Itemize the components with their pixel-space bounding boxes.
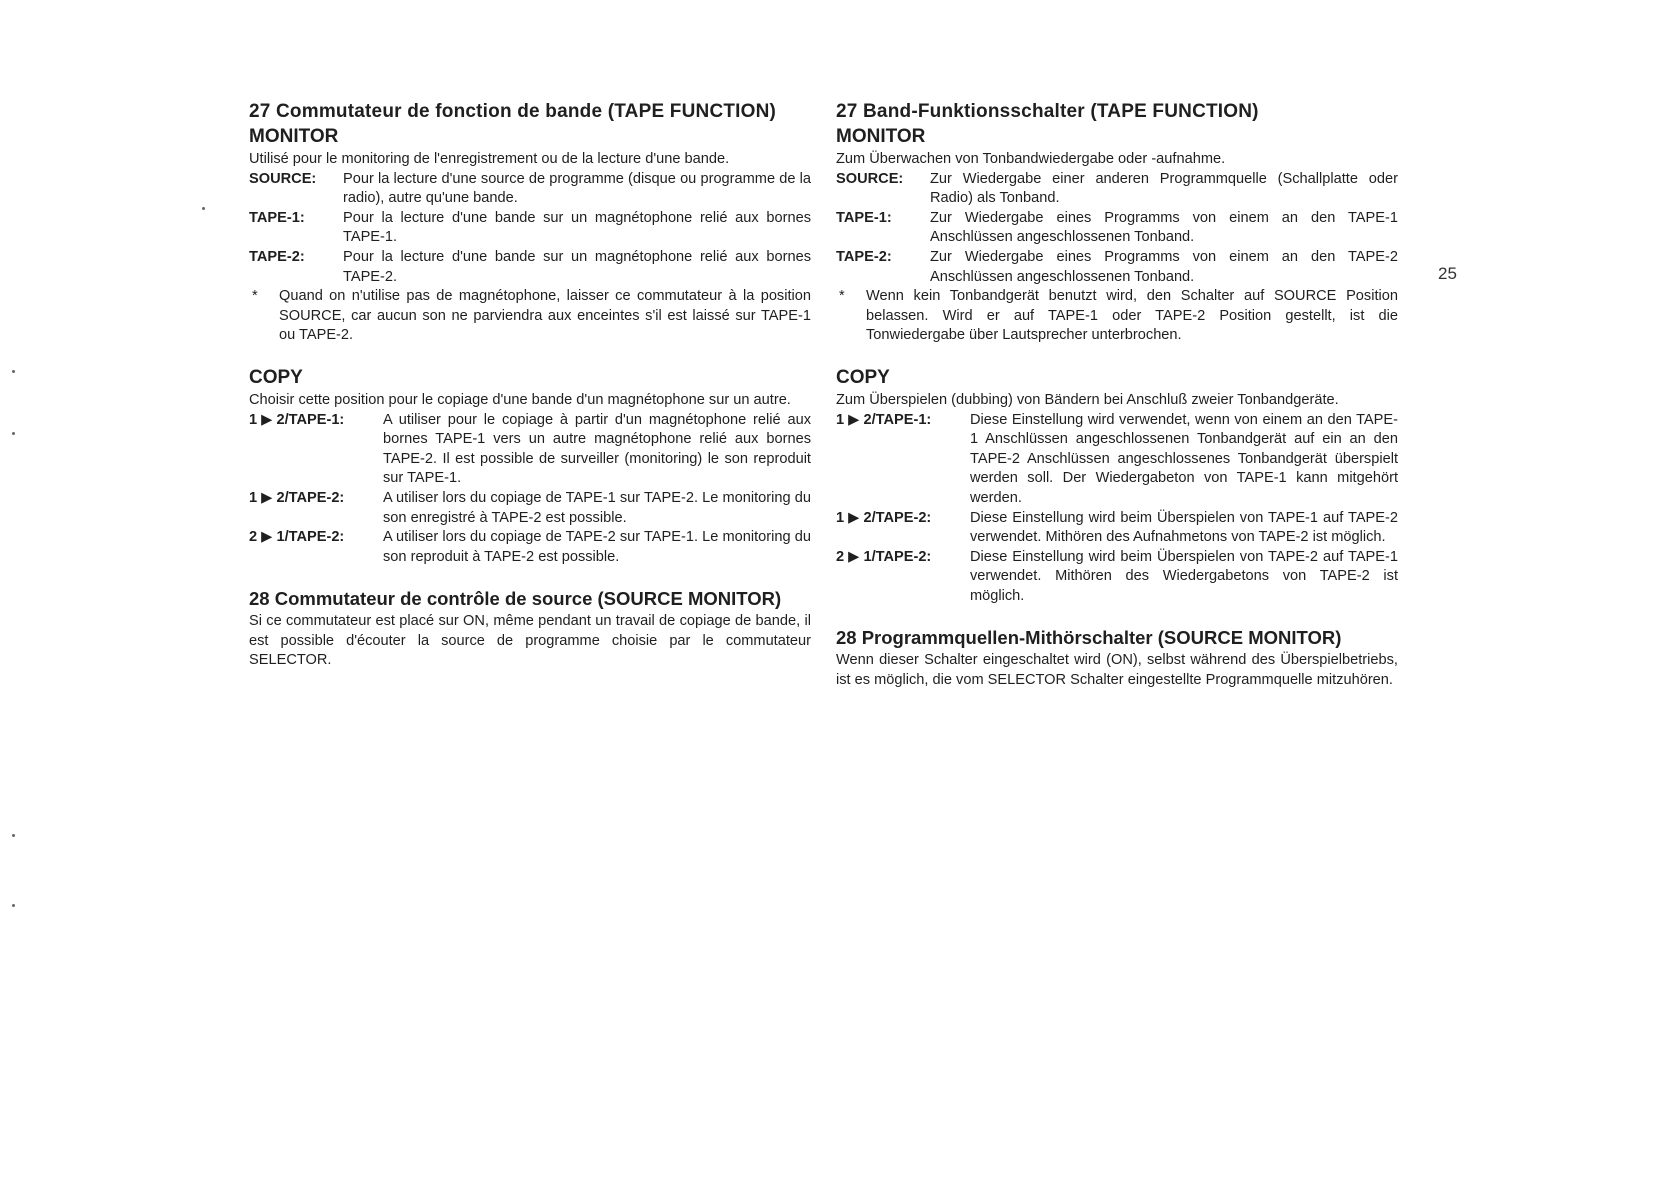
monitor-title: MONITOR	[836, 126, 926, 147]
section-27-heading: 27 Band-Funktionsschalter (TAPE FUNCTION)	[836, 101, 1259, 122]
term-description: Pour la lecture d'une source de programme (disque ou programme de la radio), autre qu'une bande.	[343, 170, 811, 207]
term-label: SOURCE:	[836, 170, 904, 187]
section-28-text: Wenn dieser Schalter eingeschaltet wird (ON), selbst während des Überspielbetriebs, ist es möglich, die vom SELECTOR Schalter eingestellte Programmquelle mitzuhören.	[836, 652, 1398, 689]
monitor-item-source	[836, 170, 1398, 209]
term-description: Zur Wiedergabe einer anderen Programmquelle (Schallplatte oder Radio) als Tonband.	[930, 170, 1398, 207]
copy-item	[249, 528, 811, 567]
term-description: A utiliser lors du copiage de TAPE-1 sur TAPE-2. Le monitoring du son enregistré à TAPE-2 est possible.	[383, 489, 811, 526]
monitor-item-tape2	[249, 248, 811, 287]
monitor-intro: Utilisé pour le monitoring de l'enregistrement ou de la lecture d'une bande.	[249, 151, 730, 167]
term-description: A utiliser pour le copiage à partir d'un magnétophone relié aux bornes TAPE-1 vers un autre magnétophone relié aux bornes TAPE-2. Il est possible de surveiller (monitoring) le son reproduit sur TAPE-1.	[383, 411, 811, 487]
note-text: Wenn kein Tonbandgerät benutzt wird, den Schalter auf SOURCE Position belassen. Wird er auf TAPE-1 oder TAPE-2 Position gestellt, ist die Tonwiedergabe über Lautsprecher unterbrochen.	[866, 288, 1398, 344]
page-number: 25	[1438, 264, 1457, 283]
term-description: Diese Einstellung wird beim Überspielen von TAPE-2 auf TAPE-1 verwendet. Mithören des Wiedergabetons von TAPE-2 ist möglich.	[970, 548, 1398, 604]
term-label: SOURCE:	[249, 170, 317, 187]
monitor-item-tape2	[836, 248, 1398, 287]
term-label: 1 ▶ 2/TAPE-1:	[836, 411, 932, 428]
term-description: Diese Einstellung wird beim Überspielen von TAPE-1 auf TAPE-2 verwendet. Mithören des Aufnahmetons von TAPE-2 ist möglich.	[970, 509, 1398, 546]
section-28-heading: 28 Commutateur de contrôle de source (SOURCE MONITOR)	[249, 588, 782, 610]
section-28-text: Si ce commutateur est placé sur ON, même pendant un travail de copiage de bande, il est possible d'écouter la source de programme choisie par le commutateur SELECTOR.	[249, 613, 811, 669]
monitor-note	[836, 287, 1398, 346]
copy-item	[836, 411, 1398, 509]
term-description: A utiliser lors du copiage de TAPE-2 sur TAPE-1. Le monitoring du son reproduit à TAPE-2 est possible.	[383, 529, 811, 565]
note-asterisk: *	[252, 288, 258, 305]
term-label: 1 ▶ 2/TAPE-2:	[249, 489, 345, 506]
term-label: 2 ▶ 1/TAPE-2:	[249, 529, 345, 546]
copy-title: COPY	[249, 366, 303, 388]
scan-speck	[202, 207, 205, 210]
monitor-note	[249, 287, 811, 346]
scan-speck	[12, 370, 15, 373]
copy-item	[249, 489, 811, 528]
monitor-item-tape1	[836, 209, 1398, 248]
term-label: TAPE-2:	[836, 248, 892, 265]
monitor-intro: Zum Überwachen von Tonbandwiedergabe oder -aufnahme.	[836, 151, 1226, 167]
scan-speck	[12, 904, 15, 907]
term-label: TAPE-1:	[249, 209, 305, 226]
note-asterisk: *	[839, 288, 845, 305]
term-label: 1 ▶ 2/TAPE-2:	[836, 509, 932, 526]
section-28-heading: 28 Programmquellen-Mithörschalter (SOURCE MONITOR)	[836, 627, 1342, 649]
term-description: Diese Einstellung wird verwendet, wenn von einem an den TAPE-1 Anschlüssen angeschlossenen Tonbandgerät auf ein an den TAPE-2 Anschlüssen angeschlossenes Tonbandgerät überspielt werden soll. Der Wiedergabeton von TAPE-1 kann mitgehört werden.	[970, 411, 1398, 506]
monitor-item-tape1	[249, 209, 811, 248]
monitor-item-source	[249, 170, 811, 209]
term-description: Pour la lecture d'une bande sur un magnétophone relié aux bornes TAPE-1.	[343, 209, 811, 246]
term-description: Zur Wiedergabe eines Programms von einem an den TAPE-1 Anschlüssen angeschlossenen Tonband.	[930, 209, 1398, 246]
note-text: Quand on n'utilise pas de magnétophone, laisser ce commutateur à la position SOURCE, car aucun son ne parviendra aux enceintes s'il est laissé sur TAPE-1 ou TAPE-2.	[279, 288, 811, 344]
term-label: TAPE-2:	[249, 248, 305, 265]
copy-item	[836, 548, 1398, 607]
scan-speck	[12, 834, 15, 837]
french-column	[249, 100, 811, 671]
section-27-heading: 27 Commutateur de fonction de bande (TAPE FUNCTION)	[249, 101, 777, 122]
term-description: Pour la lecture d'une bande sur un magnétophone relié aux bornes TAPE-2.	[343, 248, 811, 285]
copy-item	[249, 411, 811, 489]
scan-speck	[12, 432, 15, 435]
german-column	[836, 100, 1398, 691]
monitor-title: MONITOR	[249, 126, 339, 147]
copy-intro: Choisir cette position pour le copiage d'une bande d'un magnétophone sur un autre.	[249, 391, 791, 408]
copy-intro: Zum Überspielen (dubbing) von Bändern bei Anschluß zweier Tonbandgeräte.	[836, 391, 1339, 408]
term-label: TAPE-1:	[836, 209, 892, 226]
term-label: 1 ▶ 2/TAPE-1:	[249, 411, 345, 428]
term-description: Zur Wiedergabe eines Programms von einem an den TAPE-2 Anschlüssen angeschlossenen Tonband.	[930, 248, 1398, 285]
copy-title: COPY	[836, 366, 890, 388]
term-label: 2 ▶ 1/TAPE-2:	[836, 548, 932, 565]
copy-item	[836, 509, 1398, 548]
